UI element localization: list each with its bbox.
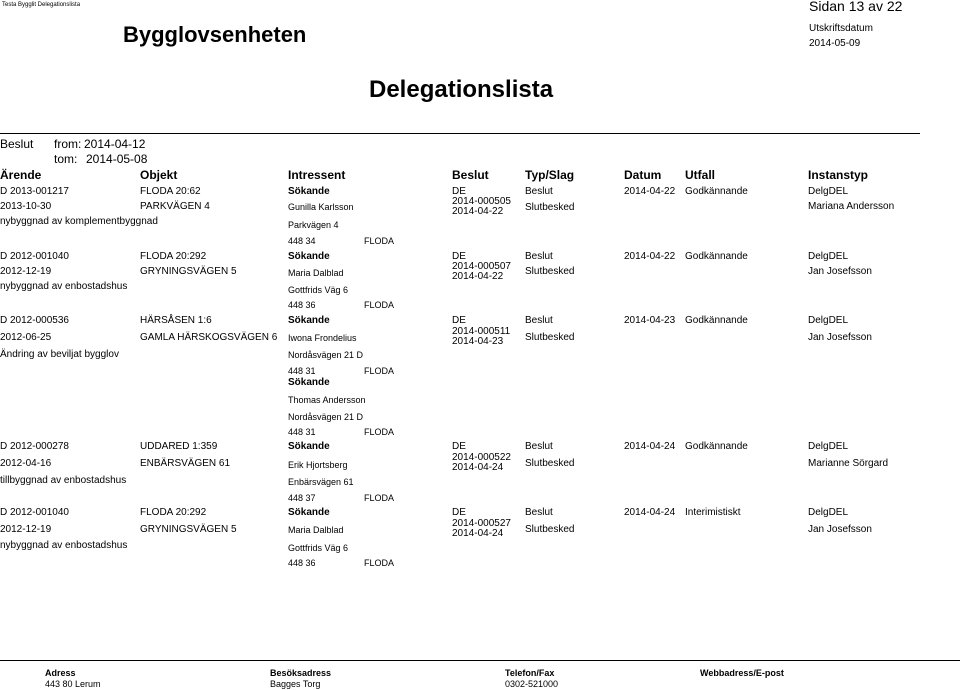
decision-outcome: Interimistiskt: [685, 507, 741, 518]
decision-category: Slutbesked: [525, 202, 575, 213]
decision-type: DE: [452, 186, 466, 197]
party-zip: 448 36: [288, 558, 316, 568]
decision-number: 2014-000511: [452, 326, 511, 337]
case-date: 2012-12-19: [0, 524, 52, 535]
object-property: FLODA 20:62: [140, 186, 201, 197]
instance-handler: Jan Josefsson: [808, 524, 872, 535]
party-role: Sökande: [288, 377, 330, 388]
party-city: FLODA: [364, 236, 395, 246]
column-header-arende: Ärende: [0, 168, 42, 182]
party-role: Sökande: [288, 315, 330, 326]
party-zip: 448 31: [288, 366, 316, 376]
party-name: Maria Dalblad: [288, 525, 344, 535]
decision-date: 2014-04-24: [452, 528, 504, 539]
decision-date: 2014-04-23: [452, 336, 504, 347]
object-address: ENBÄRSVÄGEN 61: [140, 458, 231, 469]
party-address: Gottfrids Väg 6: [288, 285, 349, 295]
party-zip: 448 37: [288, 493, 316, 503]
party-name: Thomas Andersson: [288, 395, 366, 405]
column-header-utfall: Utfall: [685, 168, 715, 182]
party-address: Enbärsvägen 61: [288, 477, 354, 487]
decision-number: 2014-000507: [452, 261, 511, 272]
decision-outcome: Godkännande: [685, 315, 748, 326]
decision-date: 2014-04-24: [452, 462, 504, 473]
column-header-instanstyp: Instanstyp: [808, 168, 869, 182]
party-role: Sökande: [288, 507, 330, 518]
party-address: Gottfrids Väg 6: [288, 543, 349, 553]
party-zip: 448 34: [288, 236, 316, 246]
object-address: GRYNINGSVÄGEN 5: [140, 524, 237, 535]
filter-from-date: 2014-04-12: [84, 137, 146, 151]
party-city: FLODA: [364, 427, 395, 437]
object-address: GAMLA HÄRSKOGSVÄGEN 6: [140, 332, 278, 343]
party-address: Parkvägen 4: [288, 220, 339, 230]
party-address: Nordåsvägen 21 D: [288, 412, 364, 422]
decision-kind: Beslut: [525, 315, 553, 326]
object-property: FLODA 20:292: [140, 507, 207, 518]
column-header-intressent: Intressent: [288, 168, 346, 182]
instance-type: DelgDEL: [808, 441, 849, 452]
decision-date: 2014-04-22: [452, 271, 504, 282]
column-header-objekt: Objekt: [140, 168, 178, 182]
decision-datum: 2014-04-24: [624, 507, 676, 518]
decision-kind: Beslut: [525, 251, 553, 262]
decision-kind: Beslut: [525, 186, 553, 197]
filter-beslut-label: Beslut: [0, 137, 34, 151]
party-role: Sökande: [288, 441, 330, 452]
decision-datum: 2014-04-24: [624, 441, 676, 452]
party-name: Gunilla Karlsson: [288, 202, 354, 212]
decision-number: 2014-000522: [452, 452, 511, 463]
column-header-typ: Typ/Slag: [525, 168, 575, 182]
instance-handler: Mariana Andersson: [808, 201, 895, 212]
decision-outcome: Godkännande: [685, 186, 748, 197]
page-title: Delegationslista: [369, 76, 554, 103]
footer-divider: [0, 660, 960, 661]
column-header-beslut: Beslut: [452, 168, 489, 182]
case-description: nybyggnad av enbostadshus: [0, 281, 128, 292]
decision-date: 2014-04-22: [452, 206, 504, 217]
footer-web-label: Webbadress/E-post: [700, 668, 784, 678]
party-city: FLODA: [364, 558, 395, 568]
case-date: 2012-06-25: [0, 332, 52, 343]
object-address: GRYNINGSVÄGEN 5: [140, 266, 237, 277]
decision-category: Slutbesked: [525, 524, 575, 535]
decision-type: DE: [452, 507, 466, 518]
instance-type: DelgDEL: [808, 186, 849, 197]
decision-kind: Beslut: [525, 507, 553, 518]
instance-type: DelgDEL: [808, 251, 849, 262]
party-name: Erik Hjortsberg: [288, 460, 348, 470]
object-address: PARKVÄGEN 4: [140, 201, 210, 212]
footer-visit-label: Besöksadress: [270, 668, 332, 678]
case-date: 2012-12-19: [0, 266, 52, 277]
case-number: D 2012-000278: [0, 441, 69, 452]
case-description: nybyggnad av komplementbyggnad: [0, 216, 158, 227]
party-zip: 448 31: [288, 427, 316, 437]
decision-datum: 2014-04-23: [624, 315, 676, 326]
decision-category: Slutbesked: [525, 458, 575, 469]
case-description: tillbyggnad av enbostadshus: [0, 475, 127, 486]
case-date: 2012-04-16: [0, 458, 52, 469]
page-number: Sidan 13 av 22: [809, 0, 903, 14]
decision-datum: 2014-04-22: [624, 186, 676, 197]
case-number: D 2012-001040: [0, 507, 69, 518]
party-city: FLODA: [364, 493, 395, 503]
decision-outcome: Godkännande: [685, 251, 748, 262]
party-city: FLODA: [364, 300, 395, 310]
case-number: D 2012-000536: [0, 315, 69, 326]
party-role: Sökande: [288, 251, 330, 262]
header-divider: [0, 133, 920, 134]
decision-type: DE: [452, 315, 466, 326]
instance-handler: Jan Josefsson: [808, 332, 872, 343]
object-property: FLODA 20:292: [140, 251, 207, 262]
party-city: FLODA: [364, 366, 395, 376]
column-header-datum: Datum: [624, 168, 662, 182]
decision-category: Slutbesked: [525, 332, 575, 343]
case-date: 2013-10-30: [0, 201, 52, 212]
object-property: UDDARED 1:359: [140, 441, 218, 452]
instance-handler: Marianne Sörgard: [808, 458, 889, 469]
case-number: D 2012-001040: [0, 251, 69, 262]
print-date-label: Utskriftsdatum: [809, 23, 873, 34]
case-description: nybyggnad av enbostadshus: [0, 540, 128, 551]
decision-type: DE: [452, 441, 466, 452]
party-zip: 448 36: [288, 300, 316, 310]
footer-address-label: Adress: [45, 668, 76, 678]
instance-type: DelgDEL: [808, 507, 849, 518]
object-property: HÄRSÅSEN 1:6: [140, 315, 212, 326]
filter-tom-label: tom:: [54, 152, 78, 166]
footer-visit-address: Bagges Torg: [270, 679, 321, 689]
footer-phone: 0302-521000: [505, 679, 559, 689]
case-description: Ändring av beviljat bygglov: [0, 349, 119, 360]
instance-handler: Jan Josefsson: [808, 266, 872, 277]
party-name: Iwona Frondelius: [288, 333, 357, 343]
decision-category: Slutbesked: [525, 266, 575, 277]
instance-type: DelgDEL: [808, 315, 849, 326]
case-number: D 2013-001217: [0, 186, 69, 197]
filter-from-label: from:: [54, 137, 82, 151]
party-role: Sökande: [288, 186, 330, 197]
decision-number: 2014-000527: [452, 518, 511, 529]
organization-title: Bygglovsenheten: [123, 22, 307, 47]
decision-type: DE: [452, 251, 466, 262]
footer-address: 443 80 Lerum: [45, 679, 101, 689]
footer-phone-label: Telefon/Fax: [505, 668, 555, 678]
party-address: Nordåsvägen 21 D: [288, 350, 364, 360]
party-name: Maria Dalblad: [288, 268, 344, 278]
decision-number: 2014-000505: [452, 196, 511, 207]
print-date: 2014-05-09: [809, 38, 861, 49]
decision-datum: 2014-04-22: [624, 251, 676, 262]
decision-outcome: Godkännande: [685, 441, 748, 452]
decision-kind: Beslut: [525, 441, 553, 452]
document-source-label: Testa Bygglit Delegationslista: [2, 2, 81, 8]
filter-tom-date: 2014-05-08: [86, 152, 148, 166]
